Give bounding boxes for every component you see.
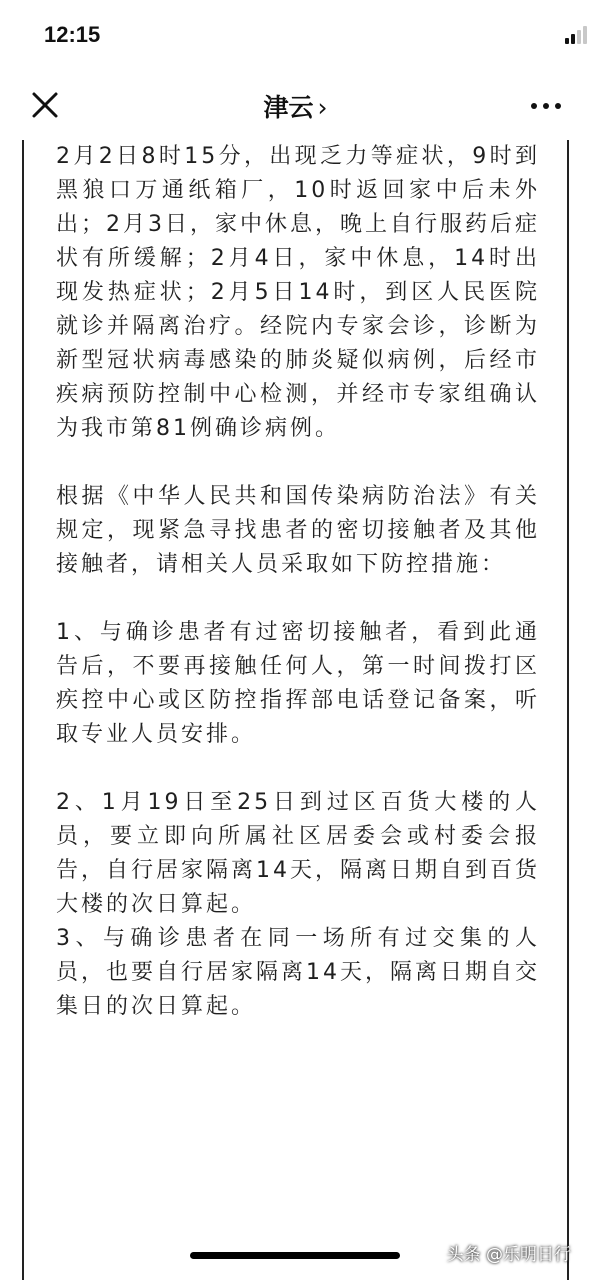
right-border-line — [567, 140, 569, 1280]
article-paragraph: 1、与确诊患者有过密切接触者，看到此通告后，不要再接触任何人，第一时间拨打区疾控中心或区防控指挥部电话登记备案，听取专业人员安排。 — [56, 620, 540, 747]
nav-title[interactable] — [0, 88, 591, 124]
left-border-line — [22, 140, 24, 1280]
article-paragraph: 2月2日8时15分，出现乏力等症状，9时到黑狼口万通纸箱厂，10时返回家中后未外出；2月3日，家中休息，晚上自行服药后症状有所缓解；2月4日，家中休息，14时出现发热症状；2月5日14时，到区人民医院就诊并隔离治疗。经院内专家会诊，诊断为新型冠状病毒感染的肺炎疑似病例，后经市疾病预防控制中心检测，并经市专家组确认为我市第81例确诊病例。 — [56, 144, 540, 441]
article-paragraph: 3、与确诊患者在同一场所有过交集的人员，也要自行居家隔离14天，隔离日期自交集日的次日算起。 — [56, 926, 540, 1019]
status-bar — [0, 0, 591, 70]
nav-title-text: 津云 — [263, 93, 314, 122]
chevron-right-icon: › — [317, 93, 328, 122]
article-body — [56, 140, 540, 1024]
article-paragraph: 2、1月19日至25日到过区百货大楼的人员，要立即向所属社区居委会或村委会报告，自行居家隔离14天，隔离日期自到百货大楼的次日算起。 — [56, 790, 540, 917]
home-indicator[interactable] — [190, 1252, 400, 1259]
nav-bar — [0, 70, 591, 140]
status-time: 12:15 — [44, 22, 101, 47]
watermark: 头条 @乐明日行 — [446, 1245, 571, 1265]
more-icon[interactable] — [531, 103, 561, 111]
article-paragraph: 根据《中华人民共和国传染病防治法》有关规定，现紧急寻找患者的密切接触者及其他接触者，请相关人员采取如下防控措施： — [56, 484, 540, 577]
cellular-signal-icon — [565, 24, 589, 44]
